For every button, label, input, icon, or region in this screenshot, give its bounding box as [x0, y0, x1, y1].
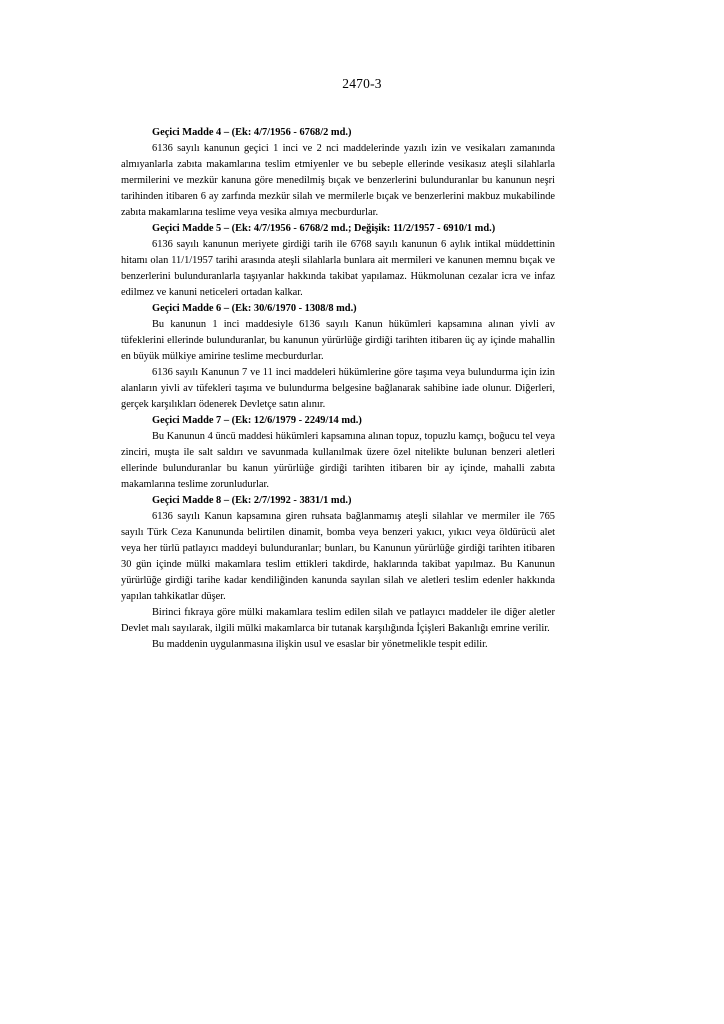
article-heading-gecici-madde-6: Geçici Madde 6 – (Ek: 30/6/1970 - 1308/8 md.)	[152, 303, 357, 314]
article-paragraph: 6136 sayılı Kanun kapsamına giren ruhsata bağlanmamış ateşli silahlar ve mermiler ile 765 sayılı Türk Ceza Kanununda belirtilen dinamit, bomba veya benzeri yakıcı, yıkıcı veya öldürücü alet veya her türlü patlayıcı maddeyi bulunduranlar; bunları, bu Kanunun yürürlüğe girdiği tarihten itibaren 30 gün içinde mülki makamlara teslim ettikleri takdirde, haklarında takibat yapılmaz. Bu Kanunun yürürlüğe girdiği tarihe kadar kendiliğinden kanunda sayılan silah ve aletleri teslim edenler hakkında yapılan tahkikatlar düşer.	[121, 511, 555, 602]
article-paragraph: Bu Kanunun 4 üncü maddesi hükümleri kapsamına alınan topuz, topuzlu kamçı, boğucu tel veya zinciri, muşta ile salt saldırı ve savunmada kullanılmak üzere özel nitelikte bulunan benzeri aletleri ellerinde bulunduranlar bu kanun yürürlüğe girdiği tarihten itibaren bir ay içinde, mahalli zabıta makamlarına teslime zorunludurlar.	[121, 431, 555, 490]
article-paragraph: 6136 sayılı kanunun geçici 1 inci ve 2 nci maddelerinde yazılı izin ve vesikaları zamanında almıyanlarla zabıta makamlarına teslim etmiyenler ve bu sebeple ellerinde vesikasız ateşli silahlarla mermilerini ve mezkür kanuna göre menedilmiş bıçak ve benzerlerini bulunduranlar bu kanunun neşri tarihinden itibaren 6 ay zarfında mezkür silah ve mermilerle bıçak ve benzerlerini makbuz mukabilinde zabıta makamlarına teslime veya vesika almıya mecburdurlar.	[121, 143, 555, 218]
article-heading-gecici-madde-7: Geçici Madde 7 – (Ek: 12/6/1979 - 2249/14 md.)	[152, 415, 362, 426]
article-heading-gecici-madde-5: Geçici Madde 5 – (Ek: 4/7/1956 - 6768/2 md.; Değişik: 11/2/1957 - 6910/1 md.)	[152, 223, 496, 234]
article-paragraph: Bu maddenin uygulanmasına ilişkin usul ve esaslar bir yönetmelikle tespit edilir.	[152, 639, 488, 650]
article-heading-gecici-madde-4: Geçici Madde 4 – (Ek: 4/7/1956 - 6768/2 md.)	[152, 127, 352, 138]
article-paragraph: Bu kanunun 1 inci maddesiyle 6136 sayılı Kanun hükümleri kapsamına alınan yivli av tüfeklerini ellerinde bulunduranlar, bu kanunun yürürlüğe girdiği tarihten itibaren üç ay içinde mahallin en büyük mülkiye amirine teslime mecburdurlar.	[121, 319, 555, 362]
page-number: 2470-3	[342, 76, 382, 91]
article-heading-gecici-madde-8: Geçici Madde 8 – (Ek: 2/7/1992 - 3831/1 md.)	[152, 495, 352, 506]
document-body	[121, 125, 555, 653]
article-paragraph: 6136 sayılı kanunun meriyete girdiği tarih ile 6768 sayılı kanunun 6 aylık intikal müddettinin hitamı olan 11/1/1957 tarihi arasında ateşli silahlarla bunlara ait mermileri ve kanunen memnu bıçak ve benzerlerini bulunduranlarla taşıyanlar hakkında takibat yapılamaz. Hükmolunan cezalar icra ve infaz edilmez ve kanuni neticeleri ortadan kalkar.	[121, 239, 555, 298]
article-paragraph: 6136 sayılı Kanunun 7 ve 11 inci maddeleri hükümlerine göre taşıma veya bulundurma için izin alanların yivli av tüfekleri taşıma ve bulundurma belgesine bağlanarak sahibine iade olunur. Diğerleri, gerçek karşılıkları ödenerek Devletçe satın alınır.	[121, 367, 555, 410]
article-paragraph: Birinci fıkraya göre mülki makamlara teslim edilen silah ve patlayıcı maddeler ile diğer aletler Devlet malı sayılarak, ilgili mülki makamlarca bir tutanak karşılığında İçişleri Bakanlığı emrine verilir.	[121, 607, 555, 634]
